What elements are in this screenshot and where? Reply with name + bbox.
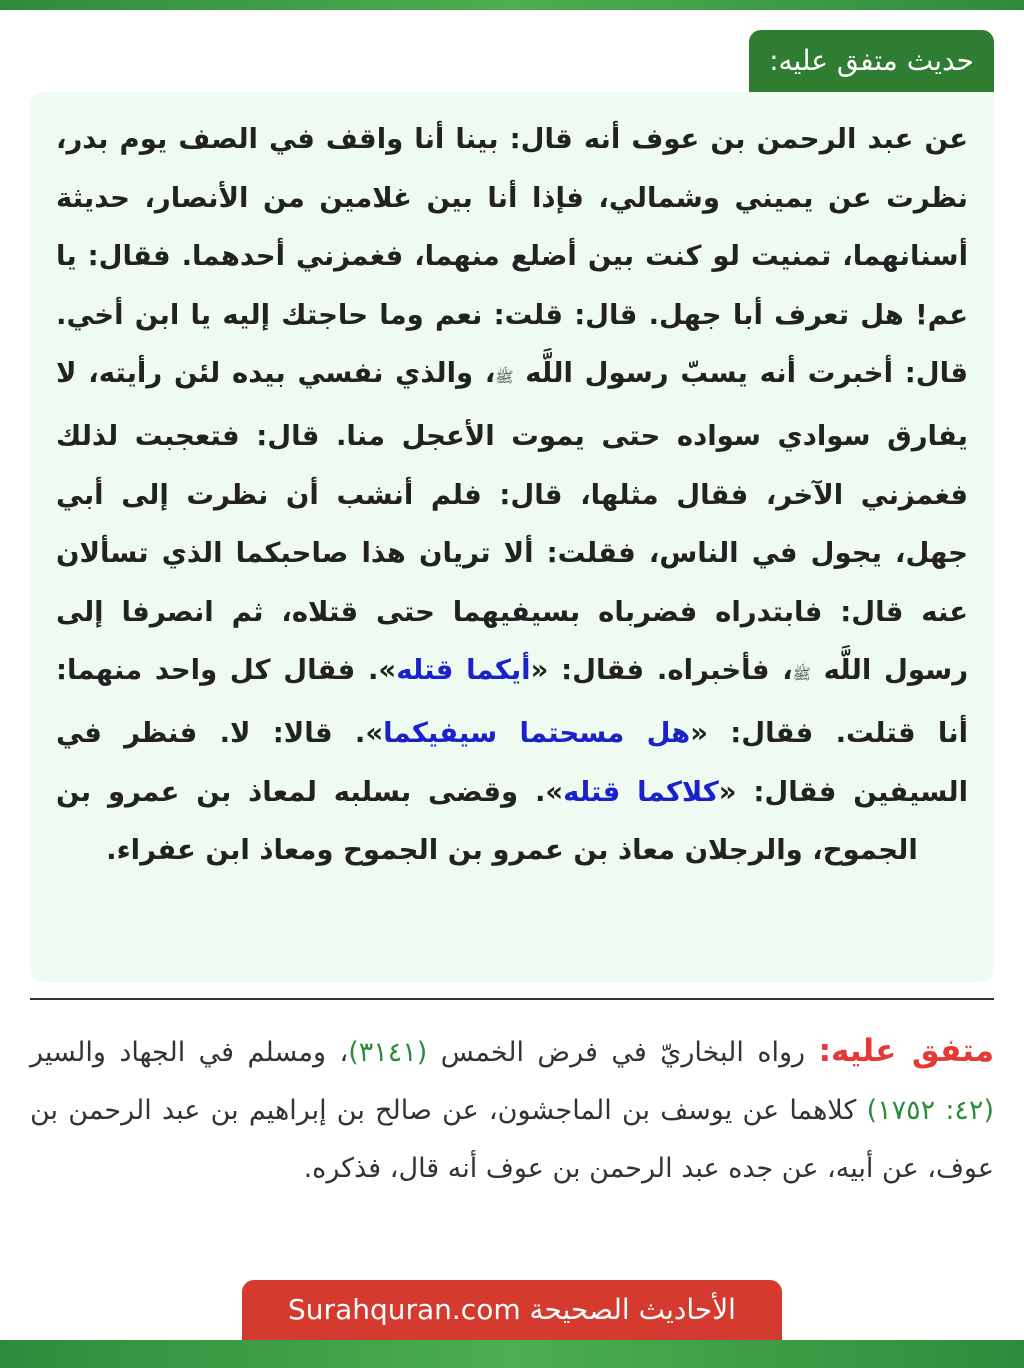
hadith-text-part: ، والذي نفسي بيده لئن رأيته، لا يفارق سوادي سواده حتى يموت الأعجل منا. قال: فتعجبت لذلك فغمزني الآخر، فقال مثلها، قال: فلم أنشب أن نظرت إلى أبي جهل، يجول في الناس، فقلت: ألا تريان هذا صاحبكما الذي تسألان عنه قال: فابتدراه فضرباه بسيفيهما حتى قتلاه، ثم انصرفا إلى رسول اللَّه xyxy=(56,357,969,687)
prophet-quote: هل مسحتما سيفيكما xyxy=(383,716,691,749)
salawat-symbol: ﷺ xyxy=(495,368,514,387)
hadith-title-badge xyxy=(749,30,994,92)
source-text-part: ، ومسلم في الجهاد والسير xyxy=(30,1037,349,1068)
site-footer-badge xyxy=(242,1280,782,1340)
hadith-text-part: ». قالا: لا. فنظر في السيفين فقال: « xyxy=(56,716,969,808)
section-divider xyxy=(30,998,994,1000)
hadith-text-part: عن عبد الرحمن بن عوف أنه قال: بينا أنا واقف في الصف يوم بدر، نظرت عن يميني وشمالي، فإذا أنا بين غلامين من الأنصار، حديثة أسنانهما، تمنيت لو كنت بين أضلع منهما، فغمزني أحدهما. فقال: يا عم! هل تعرف أبا جهل. قال: قلت: نعم وما حاجتك إليه يا ابن أخي. قال: أخبرت أنه يسبّ رسول اللَّه xyxy=(56,123,968,390)
source-label: متفق عليه: xyxy=(818,1033,995,1069)
source-reference xyxy=(30,1022,994,1198)
hadith-text-box xyxy=(30,92,994,982)
reference-number: (٣١٤١) xyxy=(348,1037,428,1068)
source-text-part: رواه البخاريّ في فرض الخمس xyxy=(427,1037,819,1068)
reference-number: (٤٢: ١٧٥٢) xyxy=(866,1095,994,1126)
hadith-text-part: ». وقضى بسلبه لمعاذ بن عمرو بن الجموح، والرجلان معاذ بن عمرو بن الجموح ومعاذ ابن عفراء. xyxy=(56,775,918,867)
prophet-quote: كلاكما قتله xyxy=(563,775,719,808)
bottom-accent-bar xyxy=(0,1340,1024,1368)
hadith-text-part: ». فقال كل واحد منهما: أنا قتلت. فقال: « xyxy=(56,654,968,749)
source-text-part: كلاهما عن يوسف بن الماجشون، عن صالح بن إبراهيم بن عبد الرحمن بن عوف، عن أبيه، عن جده عبد الرحمن بن عوف أنه قال، فذكره. xyxy=(30,1095,994,1184)
hadith-title: حديث متفق عليه: xyxy=(769,44,974,77)
hadith-text-part: ، فأخبراه. فقال: « xyxy=(530,654,793,687)
top-accent-bar xyxy=(0,0,1024,10)
prophet-quote: أيكما قتله xyxy=(396,654,531,687)
salawat-symbol: ﷺ xyxy=(792,665,811,684)
footer-text: الأحاديث الصحيحة Surahquran.com xyxy=(288,1293,736,1326)
